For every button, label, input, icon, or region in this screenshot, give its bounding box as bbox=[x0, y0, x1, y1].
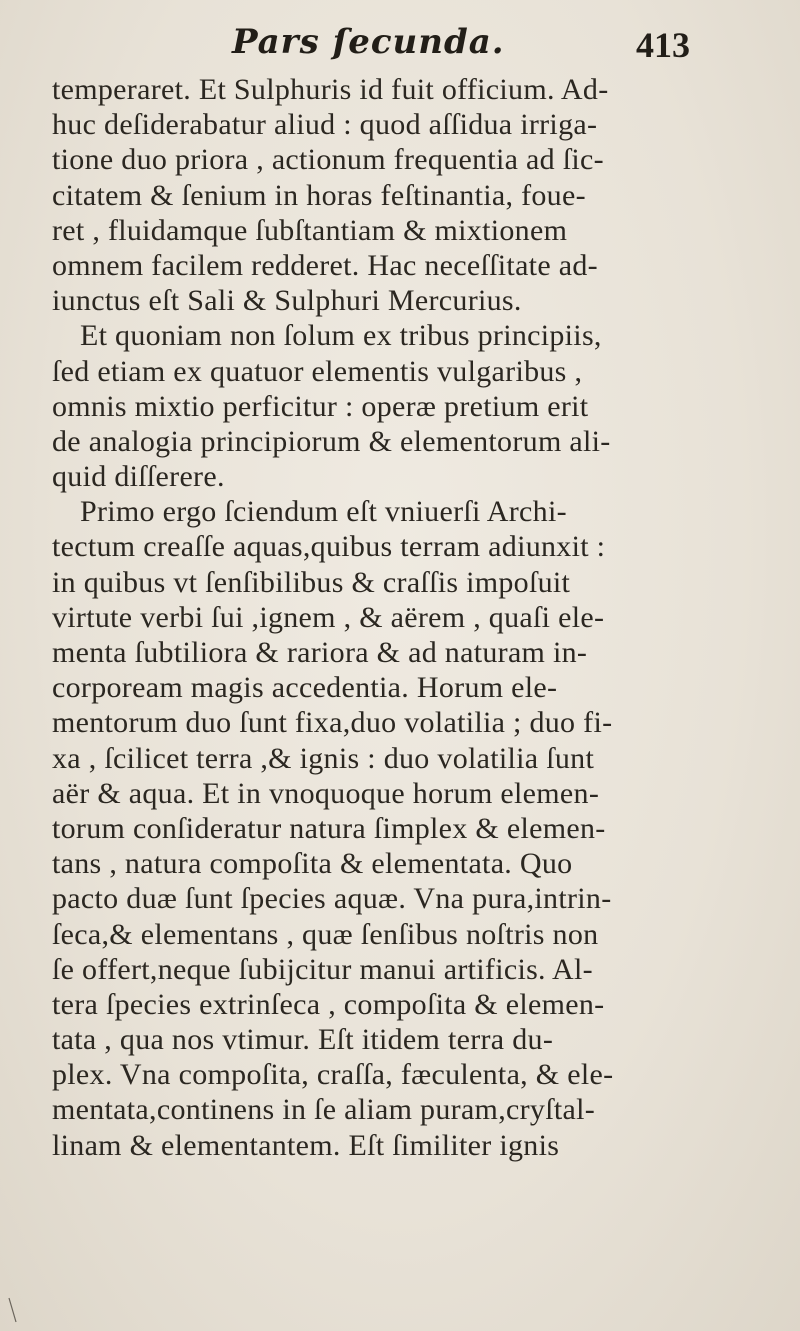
text-line: virtute verbi ſui ,ignem , & aërem , quaſi ele- bbox=[52, 600, 605, 634]
text-line: tione duo priora , actionum frequentia ad ſic- bbox=[52, 143, 604, 177]
text-line: aër & aqua. Et in vnoquoque horum elemen- bbox=[52, 776, 600, 810]
text-line: ſe offert,neque ſubijcitur manui artificis. Al- bbox=[52, 952, 593, 986]
text-line: temperaret. Et Sulphuris id fuit officium. Ad- bbox=[52, 73, 609, 106]
text-line: mentata,continens in ſe aliam puram,cryſtal- bbox=[52, 1093, 596, 1127]
body-text bbox=[52, 72, 772, 1163]
text-line: mentorum duo ſunt fixa,duo volatilia ; duo fi- bbox=[52, 706, 613, 740]
text-line: ret , fluidamque ſubſtantiam & mixtionem bbox=[52, 213, 568, 247]
text-line: tans , natura compoſita & elementata. Quo bbox=[52, 847, 573, 881]
text-line: Et quoniam non ſolum ex tribus principiis, bbox=[80, 319, 602, 353]
text-line: in quibus vt ſenſibilibus & craſſis impoſuit bbox=[52, 565, 571, 599]
page-number: 413 bbox=[636, 25, 690, 65]
text-line: corpoream magis accedentia. Horum ele- bbox=[52, 671, 558, 705]
text-line: Primo ergo ſciendum eſt vniuerſi Archi- bbox=[80, 495, 567, 529]
text-line: citatem & ſenium in horas feſtinantia, foue- bbox=[52, 178, 586, 212]
text-line: xa , ſcilicet terra ,& ignis : duo volatilia ſunt bbox=[52, 741, 595, 775]
running-title: Pars ſecunda. bbox=[232, 22, 505, 62]
text-line: tera ſpecies extrinſeca , compoſita & elemen- bbox=[52, 987, 605, 1021]
text-line: iunctus eſt Sali & Sulphuri Mercurius. bbox=[52, 284, 522, 318]
text-line: omnis mixtio perficitur : operæ pretium erit bbox=[52, 389, 589, 423]
text-line: quid diſſerere. bbox=[52, 460, 225, 494]
text-line: tata , qua nos vtimur. Eſt itidem terra du- bbox=[52, 1023, 554, 1057]
text-line: de analogia principiorum & elementorum ali- bbox=[52, 424, 611, 458]
text-line: torum conſideratur natura ſimplex & elemen- bbox=[52, 811, 606, 845]
running-head bbox=[0, 14, 800, 70]
text-line: pacto duæ ſunt ſpecies aquæ. Vna pura,intrin- bbox=[52, 882, 612, 916]
text-line: ſeca,& elementans , quæ ſenſibus noſtris non bbox=[52, 917, 599, 951]
text-line: plex. Vna compoſita, craſſa, fæculenta, & ele- bbox=[52, 1058, 614, 1092]
text-line: linam & elementantem. Eſt ſimiliter ignis bbox=[52, 1128, 560, 1162]
text-line: huc deſiderabatur aliud : quod aſſidua irriga- bbox=[52, 108, 598, 142]
text-line: tectum creaſſe aquas,quibus terram adiunxit : bbox=[52, 530, 606, 564]
text-line: omnem facilem redderet. Hac neceſſitate ad- bbox=[52, 248, 598, 282]
text-line: menta ſubtiliora & rariora & ad naturam in- bbox=[52, 636, 588, 669]
margin-pencil-mark bbox=[6, 1296, 26, 1326]
text-line: ſed etiam ex quatuor elementis vulgaribus , bbox=[52, 354, 583, 388]
